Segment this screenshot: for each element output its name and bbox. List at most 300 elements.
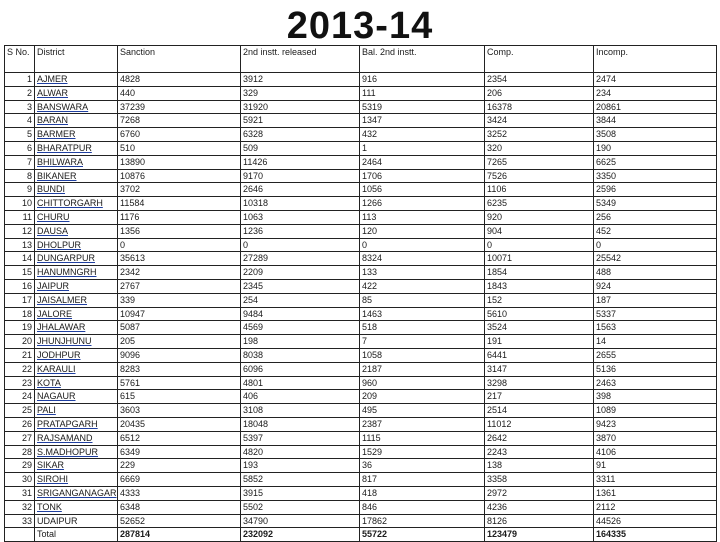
district-cell — [35, 376, 118, 390]
cell-balance: 85 — [360, 293, 485, 307]
cell-incomp: 2463 — [594, 376, 717, 390]
cell-released: 34790 — [241, 514, 360, 528]
row-sno: 6 — [5, 141, 35, 155]
row-sno: 21 — [5, 348, 35, 362]
table-row — [5, 445, 717, 459]
cell-released: 2209 — [241, 266, 360, 280]
district-cell — [35, 293, 118, 307]
col-header-comp: Comp. — [485, 46, 594, 73]
district-link[interactable]: JODHPUR — [37, 349, 81, 360]
cell-balance: 111 — [360, 86, 485, 100]
cell-incomp: 2655 — [594, 348, 717, 362]
district-link[interactable]: DHOLPUR — [37, 239, 82, 250]
cell-balance: 5319 — [360, 100, 485, 114]
district-link[interactable]: JHUNJHUNU — [37, 336, 92, 347]
district-cell — [35, 500, 118, 514]
district-link[interactable]: KARAULI — [37, 363, 76, 374]
cell-comp: 217 — [485, 390, 594, 404]
total-label: Total — [35, 528, 118, 542]
cell-sanction: 6760 — [118, 128, 241, 142]
row-sno: 10 — [5, 197, 35, 211]
row-sno: 3 — [5, 100, 35, 114]
table-row — [5, 307, 717, 321]
district-cell — [35, 128, 118, 142]
col-header-sno: S No. — [5, 46, 35, 73]
cell-released: 6328 — [241, 128, 360, 142]
cell-incomp: 1563 — [594, 321, 717, 335]
cell-incomp: 187 — [594, 293, 717, 307]
cell-balance: 422 — [360, 279, 485, 293]
cell-released: 6096 — [241, 362, 360, 376]
district-cell — [35, 114, 118, 128]
cell-comp: 2642 — [485, 431, 594, 445]
cell-comp: 1106 — [485, 183, 594, 197]
table-row — [5, 293, 717, 307]
cell-sanction: 339 — [118, 293, 241, 307]
row-sno: 2 — [5, 86, 35, 100]
table-row — [5, 100, 717, 114]
col-header-sanction: Sanction — [118, 46, 241, 73]
district-cell — [35, 431, 118, 445]
cell-comp: 7526 — [485, 169, 594, 183]
cell-balance: 846 — [360, 500, 485, 514]
district-cell — [35, 459, 118, 473]
cell-sanction: 6669 — [118, 473, 241, 487]
cell-sanction: 5087 — [118, 321, 241, 335]
cell-released: 9484 — [241, 307, 360, 321]
cell-incomp: 5337 — [594, 307, 717, 321]
district-link[interactable]: TONK — [37, 501, 62, 512]
cell-incomp: 4106 — [594, 445, 717, 459]
row-sno: 30 — [5, 473, 35, 487]
cell-released: 5921 — [241, 114, 360, 128]
district-link[interactable]: JAISALMER — [37, 294, 88, 305]
row-sno: 9 — [5, 183, 35, 197]
cell-released: 8038 — [241, 348, 360, 362]
cell-balance: 1347 — [360, 114, 485, 128]
cell-comp: 3524 — [485, 321, 594, 335]
district-cell — [35, 266, 118, 280]
cell-balance: 120 — [360, 224, 485, 238]
cell-sanction: 4828 — [118, 73, 241, 87]
district-link[interactable]: CHURU — [37, 211, 70, 222]
cell-incomp: 256 — [594, 210, 717, 224]
cell-balance: 17862 — [360, 514, 485, 528]
table-row — [5, 155, 717, 169]
district-link[interactable]: BUNDI — [37, 184, 66, 195]
cell-sanction: 0 — [118, 238, 241, 252]
district-link[interactable]: BHARATPUR — [37, 142, 92, 153]
table-row — [5, 266, 717, 280]
row-sno: 27 — [5, 431, 35, 445]
cell-comp: 1854 — [485, 266, 594, 280]
cell-released: 5397 — [241, 431, 360, 445]
cell-comp: 16378 — [485, 100, 594, 114]
cell-released: 5502 — [241, 500, 360, 514]
district-link[interactable]: KOTA — [37, 377, 61, 388]
cell-comp: 3147 — [485, 362, 594, 376]
district-link[interactable]: S.MADHOPUR — [37, 446, 99, 457]
table-row — [5, 252, 717, 266]
cell-sanction: 35613 — [118, 252, 241, 266]
table-row — [5, 73, 717, 87]
cell-sanction: 11584 — [118, 197, 241, 211]
district-cell — [35, 169, 118, 183]
cell-comp: 2354 — [485, 73, 594, 87]
table-row — [5, 362, 717, 376]
cell-incomp: 44526 — [594, 514, 717, 528]
cell-sanction: 3603 — [118, 404, 241, 418]
cell-sanction: 37239 — [118, 100, 241, 114]
header-row — [5, 46, 717, 73]
cell-incomp: 488 — [594, 266, 717, 280]
district-cell — [35, 404, 118, 418]
district-link[interactable]: CHITTORGARH — [37, 198, 103, 209]
cell-balance: 518 — [360, 321, 485, 335]
table-row — [5, 279, 717, 293]
district-link[interactable]: SIROHI — [37, 474, 69, 485]
cell-sanction: 7268 — [118, 114, 241, 128]
row-sno: 5 — [5, 128, 35, 142]
cell-sanction: 20435 — [118, 417, 241, 431]
cell-released: 198 — [241, 335, 360, 349]
cell-balance: 960 — [360, 376, 485, 390]
total-sanction: 287814 — [118, 528, 241, 542]
cell-incomp: 9423 — [594, 417, 717, 431]
col-header-released: 2nd instt. released — [241, 46, 360, 73]
cell-comp: 2243 — [485, 445, 594, 459]
table-row — [5, 321, 717, 335]
cell-comp: 920 — [485, 210, 594, 224]
cell-incomp: 14 — [594, 335, 717, 349]
cell-balance: 0 — [360, 238, 485, 252]
cell-comp: 8126 — [485, 514, 594, 528]
table-row — [5, 86, 717, 100]
table-row — [5, 197, 717, 211]
district-cell — [35, 417, 118, 431]
table-row — [5, 390, 717, 404]
cell-sanction: 5761 — [118, 376, 241, 390]
cell-incomp: 5136 — [594, 362, 717, 376]
cell-comp: 2972 — [485, 486, 594, 500]
col-header-district: District — [35, 46, 118, 73]
row-sno: 32 — [5, 500, 35, 514]
table-row — [5, 500, 717, 514]
district-cell — [35, 252, 118, 266]
row-sno: 4 — [5, 114, 35, 128]
cell-incomp: 2112 — [594, 500, 717, 514]
row-sno: 15 — [5, 266, 35, 280]
cell-incomp: 20861 — [594, 100, 717, 114]
cell-released: 2646 — [241, 183, 360, 197]
cell-balance: 1266 — [360, 197, 485, 211]
table-row — [5, 141, 717, 155]
cell-balance: 817 — [360, 473, 485, 487]
row-sno: 16 — [5, 279, 35, 293]
cell-balance: 418 — [360, 486, 485, 500]
row-sno: 28 — [5, 445, 35, 459]
cell-balance: 495 — [360, 404, 485, 418]
cell-sanction: 10947 — [118, 307, 241, 321]
table-row — [5, 114, 717, 128]
cell-incomp: 1361 — [594, 486, 717, 500]
district-link[interactable]: DUNGARPUR — [37, 253, 96, 264]
district-link[interactable]: BANSWARA — [37, 101, 89, 112]
cell-sanction: 229 — [118, 459, 241, 473]
cell-comp: 6441 — [485, 348, 594, 362]
cell-released: 3915 — [241, 486, 360, 500]
total-released: 232092 — [241, 528, 360, 542]
cell-balance: 8324 — [360, 252, 485, 266]
cell-sanction: 2342 — [118, 266, 241, 280]
cell-sanction: 4333 — [118, 486, 241, 500]
cell-incomp: 3350 — [594, 169, 717, 183]
row-sno: 1 — [5, 73, 35, 87]
cell-incomp: 0 — [594, 238, 717, 252]
row-sno: 17 — [5, 293, 35, 307]
cell-balance: 1706 — [360, 169, 485, 183]
cell-comp: 152 — [485, 293, 594, 307]
cell-incomp: 1089 — [594, 404, 717, 418]
cell-balance: 1463 — [360, 307, 485, 321]
row-sno: 23 — [5, 376, 35, 390]
district-link[interactable]: BARAN — [37, 115, 69, 126]
cell-comp: 4236 — [485, 500, 594, 514]
district-cell — [35, 73, 118, 87]
district-link[interactable]: ALWAR — [37, 87, 69, 98]
cell-released: 406 — [241, 390, 360, 404]
table-row — [5, 459, 717, 473]
table-row — [5, 514, 717, 528]
cell-released: 10318 — [241, 197, 360, 211]
cell-incomp: 91 — [594, 459, 717, 473]
total-balance: 55722 — [360, 528, 485, 542]
cell-balance: 2387 — [360, 417, 485, 431]
cell-released: 31920 — [241, 100, 360, 114]
cell-comp: 320 — [485, 141, 594, 155]
cell-sanction: 6512 — [118, 431, 241, 445]
table-row — [5, 376, 717, 390]
cell-comp: 3424 — [485, 114, 594, 128]
cell-released: 9170 — [241, 169, 360, 183]
table-body — [5, 73, 717, 542]
total-comp: 123479 — [485, 528, 594, 542]
cell-balance: 209 — [360, 390, 485, 404]
cell-sanction: 52652 — [118, 514, 241, 528]
district-cell — [35, 224, 118, 238]
district-link[interactable]: AJMER — [37, 74, 68, 84]
district-link[interactable]: DAUSA — [37, 225, 69, 236]
cell-released: 18048 — [241, 417, 360, 431]
cell-released: 3912 — [241, 73, 360, 87]
cell-comp: 5610 — [485, 307, 594, 321]
table-row — [5, 431, 717, 445]
table-row — [5, 224, 717, 238]
cell-balance: 1056 — [360, 183, 485, 197]
row-sno: 26 — [5, 417, 35, 431]
cell-balance: 133 — [360, 266, 485, 280]
cell-incomp: 190 — [594, 141, 717, 155]
cell-incomp: 234 — [594, 86, 717, 100]
cell-incomp: 924 — [594, 279, 717, 293]
table-row — [5, 335, 717, 349]
row-sno: 24 — [5, 390, 35, 404]
district-cell — [35, 210, 118, 224]
table-row — [5, 238, 717, 252]
district-table — [4, 45, 717, 542]
row-sno: 13 — [5, 238, 35, 252]
cell-incomp: 6625 — [594, 155, 717, 169]
row-sno: 11 — [5, 210, 35, 224]
district-cell — [35, 348, 118, 362]
cell-released: 193 — [241, 459, 360, 473]
district-cell — [35, 141, 118, 155]
cell-released: 3108 — [241, 404, 360, 418]
cell-comp: 3298 — [485, 376, 594, 390]
cell-sanction: 13890 — [118, 155, 241, 169]
cell-balance: 2464 — [360, 155, 485, 169]
cell-released: 254 — [241, 293, 360, 307]
district-cell — [35, 486, 118, 500]
cell-sanction: 205 — [118, 335, 241, 349]
cell-sanction: 6348 — [118, 500, 241, 514]
row-sno: 18 — [5, 307, 35, 321]
cell-incomp: 3844 — [594, 114, 717, 128]
cell-comp: 1843 — [485, 279, 594, 293]
table-row — [5, 183, 717, 197]
table-row — [5, 169, 717, 183]
district-cell — [35, 514, 118, 528]
cell-sanction: 1356 — [118, 224, 241, 238]
table-row — [5, 348, 717, 362]
row-sno: 33 — [5, 514, 35, 528]
cell-sanction: 440 — [118, 86, 241, 100]
page-title: 2013-14 — [286, 5, 434, 47]
row-sno: 8 — [5, 169, 35, 183]
district-link[interactable]: JALORE — [37, 308, 73, 319]
cell-released: 0 — [241, 238, 360, 252]
district-cell — [35, 390, 118, 404]
district-name: UDAIPUR — [37, 515, 78, 526]
row-sno: 22 — [5, 362, 35, 376]
cell-comp: 6235 — [485, 197, 594, 211]
district-link[interactable]: SRIGANGANAGAR — [37, 487, 117, 498]
district-link[interactable]: HANUMNGRH — [37, 267, 97, 278]
cell-released: 4820 — [241, 445, 360, 459]
cell-released: 11426 — [241, 155, 360, 169]
cell-released: 1063 — [241, 210, 360, 224]
district-cell — [35, 155, 118, 169]
cell-sanction: 3702 — [118, 183, 241, 197]
district-link[interactable]: PALI — [37, 405, 56, 416]
district-cell — [35, 183, 118, 197]
cell-released: 1236 — [241, 224, 360, 238]
cell-balance: 1115 — [360, 431, 485, 445]
cell-sanction: 2767 — [118, 279, 241, 293]
table-row — [5, 128, 717, 142]
district-link[interactable]: BHILWARA — [37, 156, 84, 167]
table-row — [5, 486, 717, 500]
col-header-incomp: Incomp. — [594, 46, 717, 73]
cell-released: 329 — [241, 86, 360, 100]
district-cell — [35, 362, 118, 376]
row-sno: 7 — [5, 155, 35, 169]
district-cell — [35, 238, 118, 252]
cell-released: 5852 — [241, 473, 360, 487]
total-incomp: 164335 — [594, 528, 717, 542]
district-link[interactable]: BARMER — [37, 129, 76, 140]
cell-balance: 1529 — [360, 445, 485, 459]
cell-comp: 3252 — [485, 128, 594, 142]
cell-released: 2345 — [241, 279, 360, 293]
district-link[interactable]: NAGAUR — [37, 391, 76, 402]
cell-balance: 432 — [360, 128, 485, 142]
table-row — [5, 404, 717, 418]
district-cell — [35, 335, 118, 349]
cell-sanction: 8283 — [118, 362, 241, 376]
cell-balance: 1 — [360, 141, 485, 155]
cell-incomp: 3508 — [594, 128, 717, 142]
cell-balance: 916 — [360, 73, 485, 87]
district-cell — [35, 197, 118, 211]
table-row — [5, 417, 717, 431]
cell-sanction: 510 — [118, 141, 241, 155]
table-row — [5, 473, 717, 487]
col-header-balance: Bal. 2nd instt. — [360, 46, 485, 73]
cell-comp: 2514 — [485, 404, 594, 418]
cell-comp: 11012 — [485, 417, 594, 431]
cell-comp: 7265 — [485, 155, 594, 169]
cell-comp: 10071 — [485, 252, 594, 266]
cell-balance: 1058 — [360, 348, 485, 362]
cell-incomp: 3870 — [594, 431, 717, 445]
cell-released: 509 — [241, 141, 360, 155]
cell-sanction: 6349 — [118, 445, 241, 459]
row-sno: 20 — [5, 335, 35, 349]
district-cell — [35, 279, 118, 293]
row-sno: 25 — [5, 404, 35, 418]
cell-incomp: 5349 — [594, 197, 717, 211]
district-link[interactable]: RAJSAMAND — [37, 432, 93, 443]
cell-released: 4801 — [241, 376, 360, 390]
row-sno: 19 — [5, 321, 35, 335]
cell-comp: 904 — [485, 224, 594, 238]
cell-sanction: 615 — [118, 390, 241, 404]
cell-incomp: 398 — [594, 390, 717, 404]
cell-sanction: 1176 — [118, 210, 241, 224]
district-link[interactable]: JAIPUR — [37, 280, 70, 291]
cell-balance: 2187 — [360, 362, 485, 376]
district-cell — [35, 307, 118, 321]
cell-incomp: 3311 — [594, 473, 717, 487]
district-cell — [35, 445, 118, 459]
cell-comp: 138 — [485, 459, 594, 473]
row-sno: 29 — [5, 459, 35, 473]
cell-incomp: 2596 — [594, 183, 717, 197]
district-link[interactable]: JHALAWAR — [37, 322, 86, 333]
district-cell — [35, 100, 118, 114]
cell-incomp: 25542 — [594, 252, 717, 266]
row-sno: 31 — [5, 486, 35, 500]
cell-balance: 36 — [360, 459, 485, 473]
district-link[interactable]: SIKAR — [37, 460, 65, 471]
district-link[interactable]: PRATAPGARH — [37, 418, 98, 429]
row-sno: 14 — [5, 252, 35, 266]
district-cell — [35, 321, 118, 335]
district-cell — [35, 86, 118, 100]
district-link[interactable]: BIKANER — [37, 170, 77, 181]
cell-balance: 113 — [360, 210, 485, 224]
